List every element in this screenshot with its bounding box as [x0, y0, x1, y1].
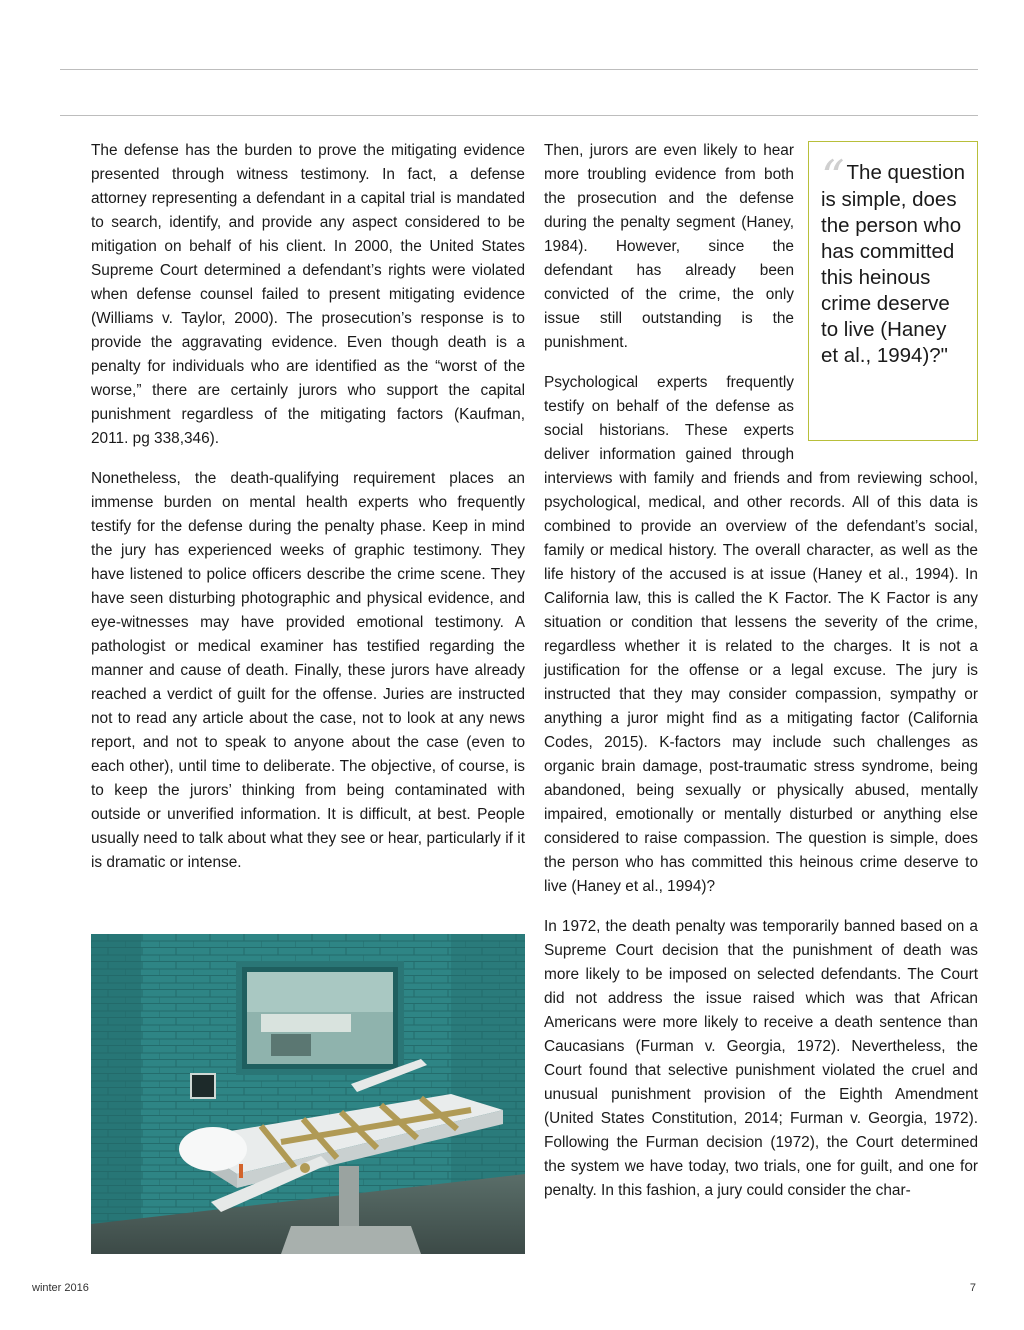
pull-quote-text: The question is simple, does the person who has committed this heinous crime deserve to live (Haney et al., 1994)?": [821, 161, 966, 367]
left-column: [91, 139, 525, 875]
pull-quote: [808, 141, 978, 441]
execution-chamber-photo: [91, 934, 525, 1254]
header-rule: [60, 69, 978, 70]
body-paragraph: The defense has the burden to prove the mitigating evidence presented through witness testimony. In fact, a defense attorney representing a defendant in a capital trial is mandated to search, identify, and provide any aspect considered to be mitigation on behalf of his client. In 2000, the United States Supreme Court determined a defendant’s rights were violated when defense counsel failed to present mitigating evidence (Williams v. Taylor, 2000). The prosecution’s response is to provide the aggravating evidence. Even though death is a penalty for individuals who are identified as the “worst of the worse,” there are certainly jurors who support the capital punishment regardless of the mitigating factors (Kaufman, 2011. pg 338,346).: [91, 142, 525, 447]
footer-issue: winter 2016: [32, 1282, 89, 1294]
body-paragraph: Nonetheless, the death-qualifying requirement places an immense burden on mental health experts who frequently testify for the defense during the penalty phase. Keep in mind the jury has experienced weeks of graphic testimony. They have listened to police officers describe the crime scene. They have seen disturbing photographic and physical evidence, and eye-witnesses may have provided emotional testimony. A pathologist or medical examiner has testified regarding the manner and cause of death. Finally, these jurors have already reached a verdict of guilt for the offense. Juries are instructed not to read any article about the case, not to look at any news report, and not to speak to anyone about the case (even to each other), until time to deliberate. The objective, of course, is to keep the jurors’ thinking from being contaminated with outside or unverified information. It is difficult, at best. People usually need to talk about what they see or hear, particularly if it is dramatic or intense.: [91, 470, 525, 871]
right-column: [544, 139, 978, 1203]
header-rule-lower: [60, 115, 978, 116]
page-number: 7: [969, 1282, 976, 1294]
body-paragraph: Psychological experts frequently testify on behalf of the defense as social historians. These experts deliver information gained through interviews with family and friends and from reviewing school, psychological, medical, and other records. All of this data is combined to provide an overview of the defendant’s social, family or medical history. The overall character, as well as the life history of the accused is at issue (Haney et al., 1994). In California law, this is called the K Factor. The K Factor is any situation or condition that lessens the severity of the crime, regardless whether it is related to the charges. It is not a justification for the offense or a legal excuse. The jury is instructed that they may consider compassion, sympathy or anything a juror might find as a mitigating factor (California Codes, 2015). K-factors may include such challenges as organic brain damage, post-traumatic stress syndrome, being abandoned, being sexually or physically abused, mentally impaired, emotionally or mentally disturbed or anything else considered to raise compassion. The question is simple, does the person who has committed this heinous crime deserve to live (Haney et al., 1994)?: [544, 374, 978, 895]
body-paragraph: In 1972, the death penalty was temporarily banned based on a Supreme Court decision that the punishment of death was more likely to be imposed on selected defendants. The Court did not address the issue raised which was that African Americans were more likely to receive a death sentence than Caucasians (Furman v. Georgia, 1972). Nevertheless, the Court found that selective punishment violated the cruel and unusual punishment provision of the Eighth Amendment (United States Constitution, 2014; Furman v. Georgia, 1972). Following the Furman decision (1972), the Court determined the system we have today, two trials, one for guilt, and one for penalty. In this fashion, a jury could consider the char-: [544, 918, 978, 1199]
quote-mark-icon: “: [821, 150, 845, 204]
execution-chamber-illustration: [91, 934, 525, 1254]
body-paragraph: Then, jurors are even likely to hear more troubling evidence from both the prosecution and the defense during the penalty segment (Haney, 1984). However, since the defendant has already been convicted of the crime, the only issue still outstanding is the punishment.: [544, 142, 794, 351]
